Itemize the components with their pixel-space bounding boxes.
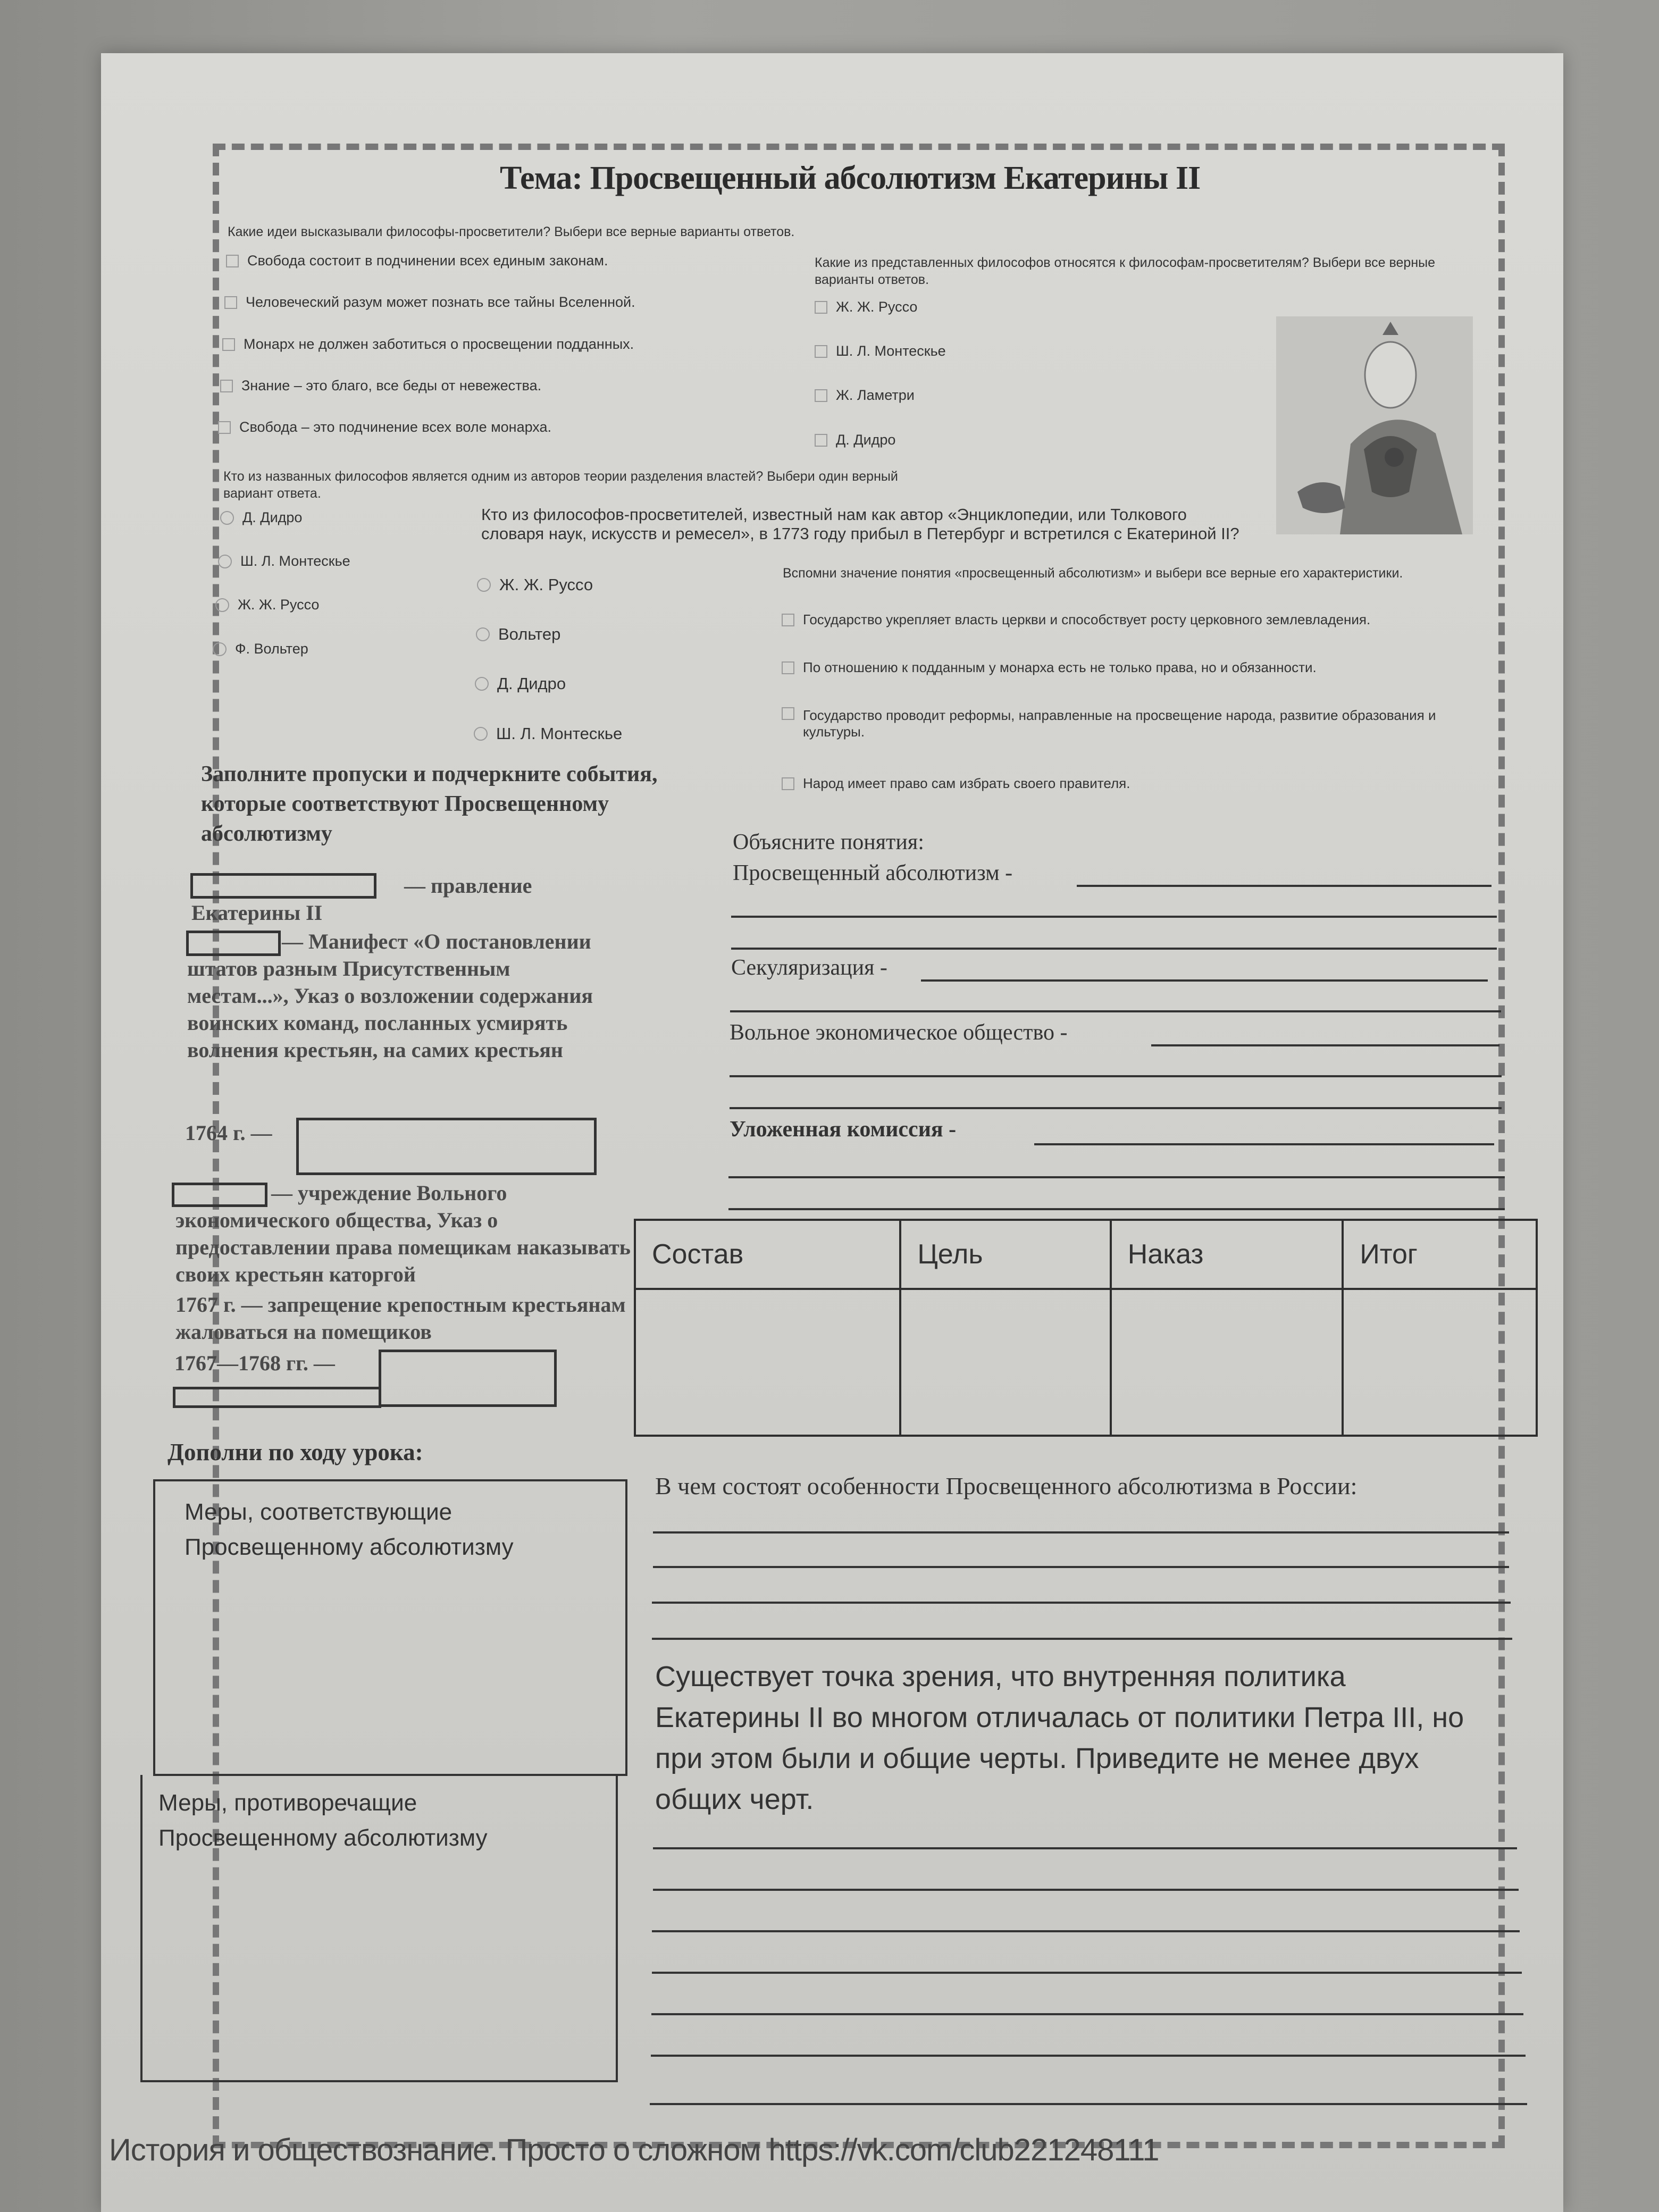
- concept-answer-line[interactable]: [1077, 885, 1492, 887]
- concept-answer-line[interactable]: [1151, 1044, 1499, 1046]
- concept-answer-line[interactable]: [728, 1176, 1505, 1178]
- common-traits-prompt: Существует точка зрения, что внутренняя политика Екатерины II во многом отличалась от политики Петра III, но при этом были и общие черты. Приведите не менее двух общих черт.: [655, 1661, 1464, 1815]
- q4-option[interactable]: Ж. Ж. Руссо: [477, 575, 593, 594]
- traits-answer-line[interactable]: [653, 1847, 1517, 1849]
- fill-in-heading: Заполните пропуски и подчеркните события, которые соответствуют Просвещенному абсолютизму: [201, 762, 658, 846]
- q2-option[interactable]: Ш. Л. Монтескье: [815, 343, 946, 359]
- q3-option[interactable]: Ф. Вольтер: [213, 641, 308, 657]
- q3-option[interactable]: Ж. Ж. Руссо: [215, 597, 319, 613]
- table-row: [635, 1289, 1537, 1436]
- measures-contradicting-label: Меры, противоречащие Просвещенному абсолютизму: [158, 1790, 488, 1851]
- radio-button[interactable]: [474, 727, 488, 741]
- column-header-itog: Итог: [1343, 1220, 1537, 1289]
- fill-item-6-date: 1767—1768 гг. —: [174, 1351, 335, 1375]
- concept-answer-line[interactable]: [728, 1208, 1505, 1210]
- event-input-1764[interactable]: [296, 1118, 597, 1175]
- concept-answer-line[interactable]: [731, 948, 1497, 950]
- column-header-nakaz: Наказ: [1111, 1220, 1343, 1289]
- table-cell-nakaz[interactable]: [1111, 1289, 1343, 1436]
- portrait-illustration-icon: [1276, 316, 1473, 534]
- traits-answer-line[interactable]: [652, 1972, 1522, 1974]
- page-title: Тема: Просвещенный абсолютизм Екатерины II: [500, 160, 1201, 196]
- fill-item-3-date: 1764 г. —: [185, 1121, 272, 1145]
- lesson-heading: Дополни по ходу урока:: [167, 1439, 423, 1465]
- q1-option[interactable]: Свобода – это подчинение всех воле монарха.: [218, 419, 551, 435]
- commission-table: [634, 1219, 1538, 1437]
- q3-option[interactable]: Д. Дидро: [220, 509, 302, 526]
- checkbox[interactable]: [220, 380, 233, 392]
- measures-matching-label: Меры, соответствующие Просвещенному абсолютизму: [185, 1499, 514, 1560]
- checkbox[interactable]: [815, 389, 827, 402]
- q2-prompt: Какие из представленных философов относятся к философам-просветителям? Выбери все верные варианты ответов.: [815, 255, 1436, 287]
- traits-answer-line[interactable]: [651, 2055, 1526, 2057]
- q5-option[interactable]: Государство укрепляет власть церкви и способствует росту церковного землевладения.: [782, 611, 1370, 628]
- q2-option[interactable]: Ж. Ламетри: [815, 387, 915, 404]
- column-header-tsel: Цель: [900, 1220, 1110, 1289]
- checkbox[interactable]: [815, 301, 827, 314]
- concept-answer-line[interactable]: [921, 979, 1488, 982]
- checkbox[interactable]: [815, 345, 827, 358]
- column-header-sostav: Состав: [635, 1220, 900, 1289]
- q1-option[interactable]: Человеческий разум может познать все тайны Вселенной.: [224, 294, 635, 311]
- fill-item-2: — Манифест «О постановлении штатов разным Присутственным местам...», Указ о возложении содержания воинских команд, посланных усмирять волнения крестьян, на самих крестьян: [187, 929, 593, 1062]
- concept-answer-line[interactable]: [1034, 1143, 1494, 1145]
- concept-answer-line[interactable]: [730, 1075, 1502, 1077]
- checkbox[interactable]: [226, 255, 239, 267]
- q2-option[interactable]: Д. Дидро: [815, 432, 895, 448]
- q5-option[interactable]: По отношению к подданным у монарха есть не только права, но и обязанности.: [782, 659, 1317, 676]
- event-input-1767-1768-a[interactable]: [379, 1350, 557, 1407]
- q1-option[interactable]: Знание – это благо, все беды от невежества.: [220, 378, 541, 394]
- radio-button[interactable]: [215, 598, 229, 612]
- fill-item-5-text: — запрещение крепостным крестьянам жаловаться на помещиков: [175, 1293, 626, 1344]
- features-answer-line[interactable]: [653, 1566, 1509, 1568]
- concept-answer-line[interactable]: [730, 1107, 1502, 1109]
- traits-answer-line[interactable]: [651, 2013, 1523, 2015]
- footer-credit: История и обществознание. Просто о сложном https://vk.com/club221248111: [109, 2133, 1159, 2167]
- features-answer-line[interactable]: [652, 1602, 1511, 1604]
- event-input-1767-1768-b[interactable]: [173, 1387, 381, 1408]
- q3-prompt: Кто из названных философов является одним из авторов теории разделения властей? Выбери один верный вариант ответа.: [223, 469, 898, 501]
- features-question-prompt: В чем состоят особенности Просвещенного абсолютизма в России:: [655, 1472, 1358, 1499]
- q5-option[interactable]: Народ имеет право сам избрать своего правителя.: [782, 775, 1130, 792]
- table-cell-tsel[interactable]: [900, 1289, 1110, 1436]
- q4-option[interactable]: Д. Дидро: [475, 674, 566, 693]
- checkbox[interactable]: [218, 421, 231, 434]
- q2-option[interactable]: Ж. Ж. Руссо: [815, 299, 917, 315]
- table-cell-itog[interactable]: [1343, 1289, 1537, 1436]
- concept-term-4: Уложенная комиссия -: [730, 1117, 957, 1142]
- radio-button[interactable]: [220, 511, 234, 525]
- radio-button[interactable]: [477, 578, 491, 592]
- q5-option[interactable]: Государство проводит реформы, направленные на просвещение народа, развитие образования и культуры.: [782, 707, 1462, 740]
- checkbox[interactable]: [224, 296, 237, 309]
- radio-button[interactable]: [218, 555, 232, 568]
- concept-answer-line[interactable]: [731, 916, 1497, 918]
- traits-answer-line[interactable]: [652, 1930, 1520, 1932]
- features-answer-line[interactable]: [653, 1531, 1509, 1534]
- table-cell-sostav[interactable]: [635, 1289, 900, 1436]
- checkbox[interactable]: [782, 661, 794, 674]
- features-answer-line[interactable]: [652, 1638, 1512, 1640]
- concepts-heading: Объясните понятия:: [733, 830, 924, 854]
- checkbox[interactable]: [782, 777, 794, 790]
- q4-option[interactable]: Вольтер: [476, 625, 560, 644]
- radio-button[interactable]: [475, 677, 489, 691]
- q4-option[interactable]: Ш. Л. Монтескье: [474, 724, 622, 743]
- q5-prompt: Вспомни значение понятия «просвещенный абсолютизм» и выбери все верные его характеристики.: [783, 566, 1403, 581]
- concept-term-1: Просвещенный абсолютизм -: [733, 861, 1013, 885]
- radio-button[interactable]: [213, 642, 227, 656]
- traits-answer-line[interactable]: [650, 2103, 1527, 2105]
- checkbox[interactable]: [782, 614, 794, 626]
- concept-answer-line[interactable]: [730, 1010, 1501, 1012]
- checkbox[interactable]: [222, 338, 235, 351]
- fill-item-4: — учреждение Вольного экономического общества, Указ о предоставлении права помещикам наказывать своих крестьян каторгой: [175, 1181, 631, 1286]
- checkbox[interactable]: [782, 707, 794, 720]
- traits-answer-line[interactable]: [653, 1889, 1519, 1891]
- portrait-catherine-ii-image: [1276, 316, 1473, 534]
- q1-option[interactable]: Свобода состоит в подчинении всех единым законам.: [226, 253, 608, 269]
- q4-prompt: Кто из философов-просветителей, известный нам как автор «Энциклопедии, или Толкового словаря наук, искусств и ремесел», в 1773 году прибыл в Петербург и встретился с Екатериной II?: [481, 505, 1239, 543]
- concept-term-3: Вольное экономическое общество -: [730, 1020, 1068, 1045]
- fill-item-5: [175, 1291, 633, 1345]
- q1-option[interactable]: Монарх не должен заботиться о просвещении подданных.: [222, 336, 634, 353]
- measures-matching-box[interactable]: [153, 1479, 627, 1776]
- fill-item-5-date: 1767 г.: [175, 1293, 236, 1317]
- q1-prompt: Какие идеи высказывали философы-просветители? Выбери все верные варианты ответов.: [228, 224, 795, 239]
- fill-item-1: — правление Екатерины II: [191, 874, 532, 925]
- checkbox[interactable]: [815, 434, 827, 447]
- measures-contradicting-box[interactable]: [140, 1775, 618, 2082]
- concept-term-2: Секуляризация -: [731, 956, 887, 980]
- q3-option[interactable]: Ш. Л. Монтескье: [218, 553, 350, 569]
- radio-button[interactable]: [476, 627, 490, 641]
